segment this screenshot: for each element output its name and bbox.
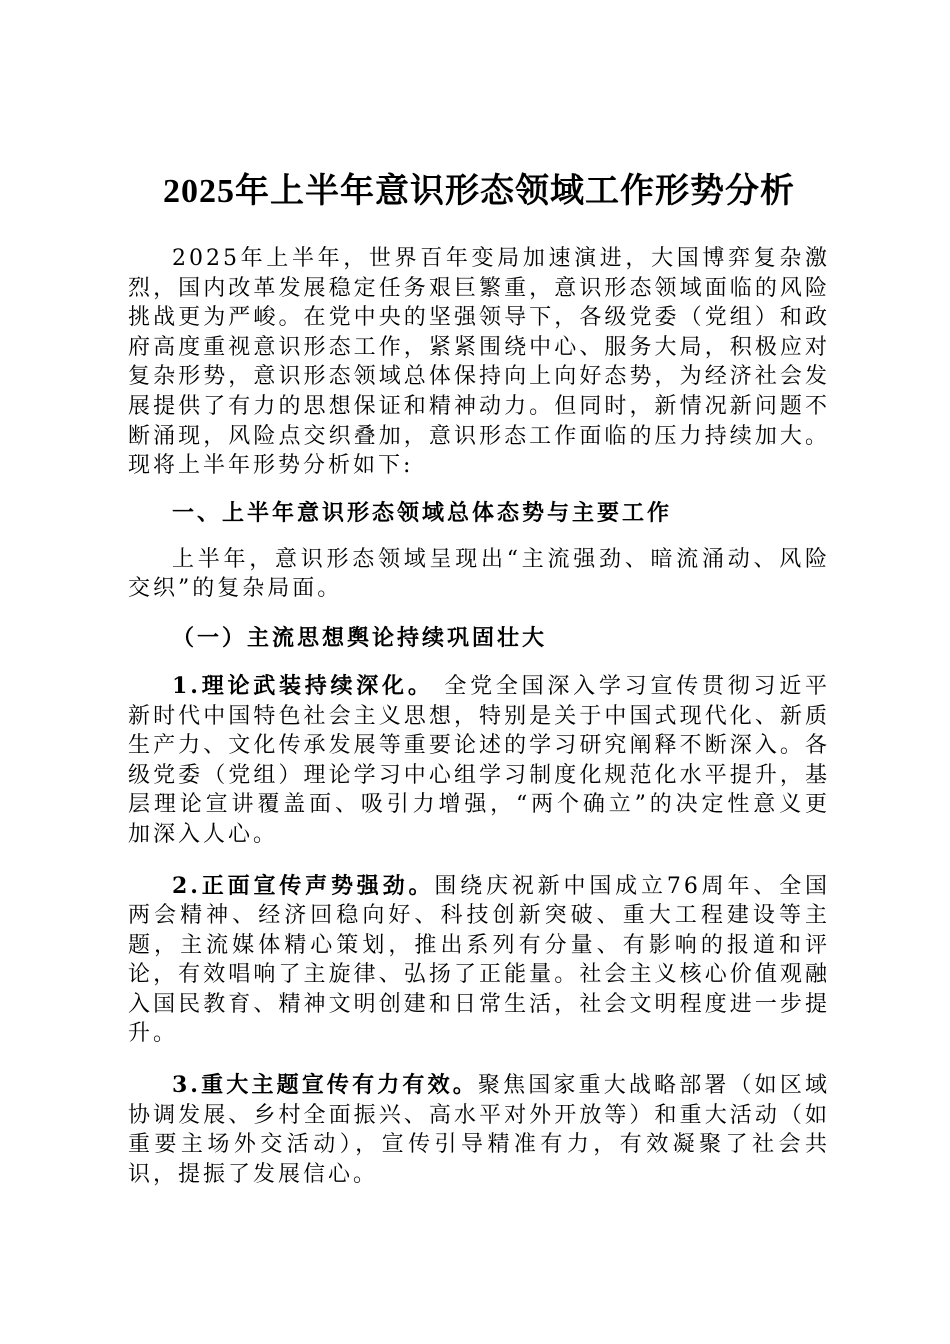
section-1-heading: 一、上半年意识形态领域总体态势与主要工作 [172,499,673,526]
title-text: 年上半年意识形态领域工作形势分析 [235,171,795,211]
item-2-paragraph [128,872,830,1050]
item-3-lead: 3.重大主题宣传有力有效。 [172,1072,478,1099]
item-2-lead: 2.正面宣传声势强劲。 [172,872,435,899]
subsection-1-heading: （一）主流思想舆论持续巩固壮大 [172,624,548,651]
item-3-text: 聚焦国家重大战略部署（如区域协调发展、乡村全面振兴、高水平对外开放等）和重大活动（如重要主场外交活动），宣传引导精准有力，有效凝聚了社会共识，提振了发展信心。 [128,1073,830,1187]
item-3-paragraph [128,1071,830,1189]
document-title [128,165,830,218]
title-year: 2025 [163,173,235,210]
item-1-text: 全党全国深入学习宣传贯彻习近平新时代中国特色社会主义思想，特别是关于中国式现代化、新质生产力、文化传承发展等重要论述的学习研究阐释不断深入。各级党委（党组）理论学习中心组学习制度化规范化水平提升，基层理论宣讲覆盖面、吸引力增强，“两个确立”的决定性意义更加深入人心。 [128,673,831,847]
section-1-intro: 上半年，意识形态领域呈现出“主流强劲、暗流涌动、风险交织”的复杂局面。 [128,546,830,602]
item-2-text: 围绕庆祝新中国成立76周年、全国两会精神、经济回稳向好、科技创新突破、重大工程建设等主题，主流媒体精心策划，推出系列有分量、有影响的报道和评论，有效唱响了主旋律、弘扬了正能量。社会主义核心价值观融入国民教育、精神文明创建和日常生活，社会文明程度进一步提升。 [128,873,831,1047]
document-page [128,165,830,1189]
item-1-paragraph [128,672,830,850]
item-1-lead: 1.理论武装持续深化。 [172,672,434,699]
intro-paragraph: 2025年上半年，世界百年变局加速演进，大国博弈复杂激烈，国内改革发展稳定任务艰巨繁重，意识形态领域面临的风险挑战更为严峻。在党中央的坚强领导下，各级党委（党组）和政府高度重视意识形态工作，紧紧围绕中心、服务大局，积极应对复杂形势，意识形态领域总体保持向上向好态势，为经济社会发展提供了有力的思想保证和精神动力。但同时，新情况新问题不断涌现，风险点交织叠加，意识形态工作面临的压力持续加大。现将上半年形势分析如下: [128,246,830,479]
